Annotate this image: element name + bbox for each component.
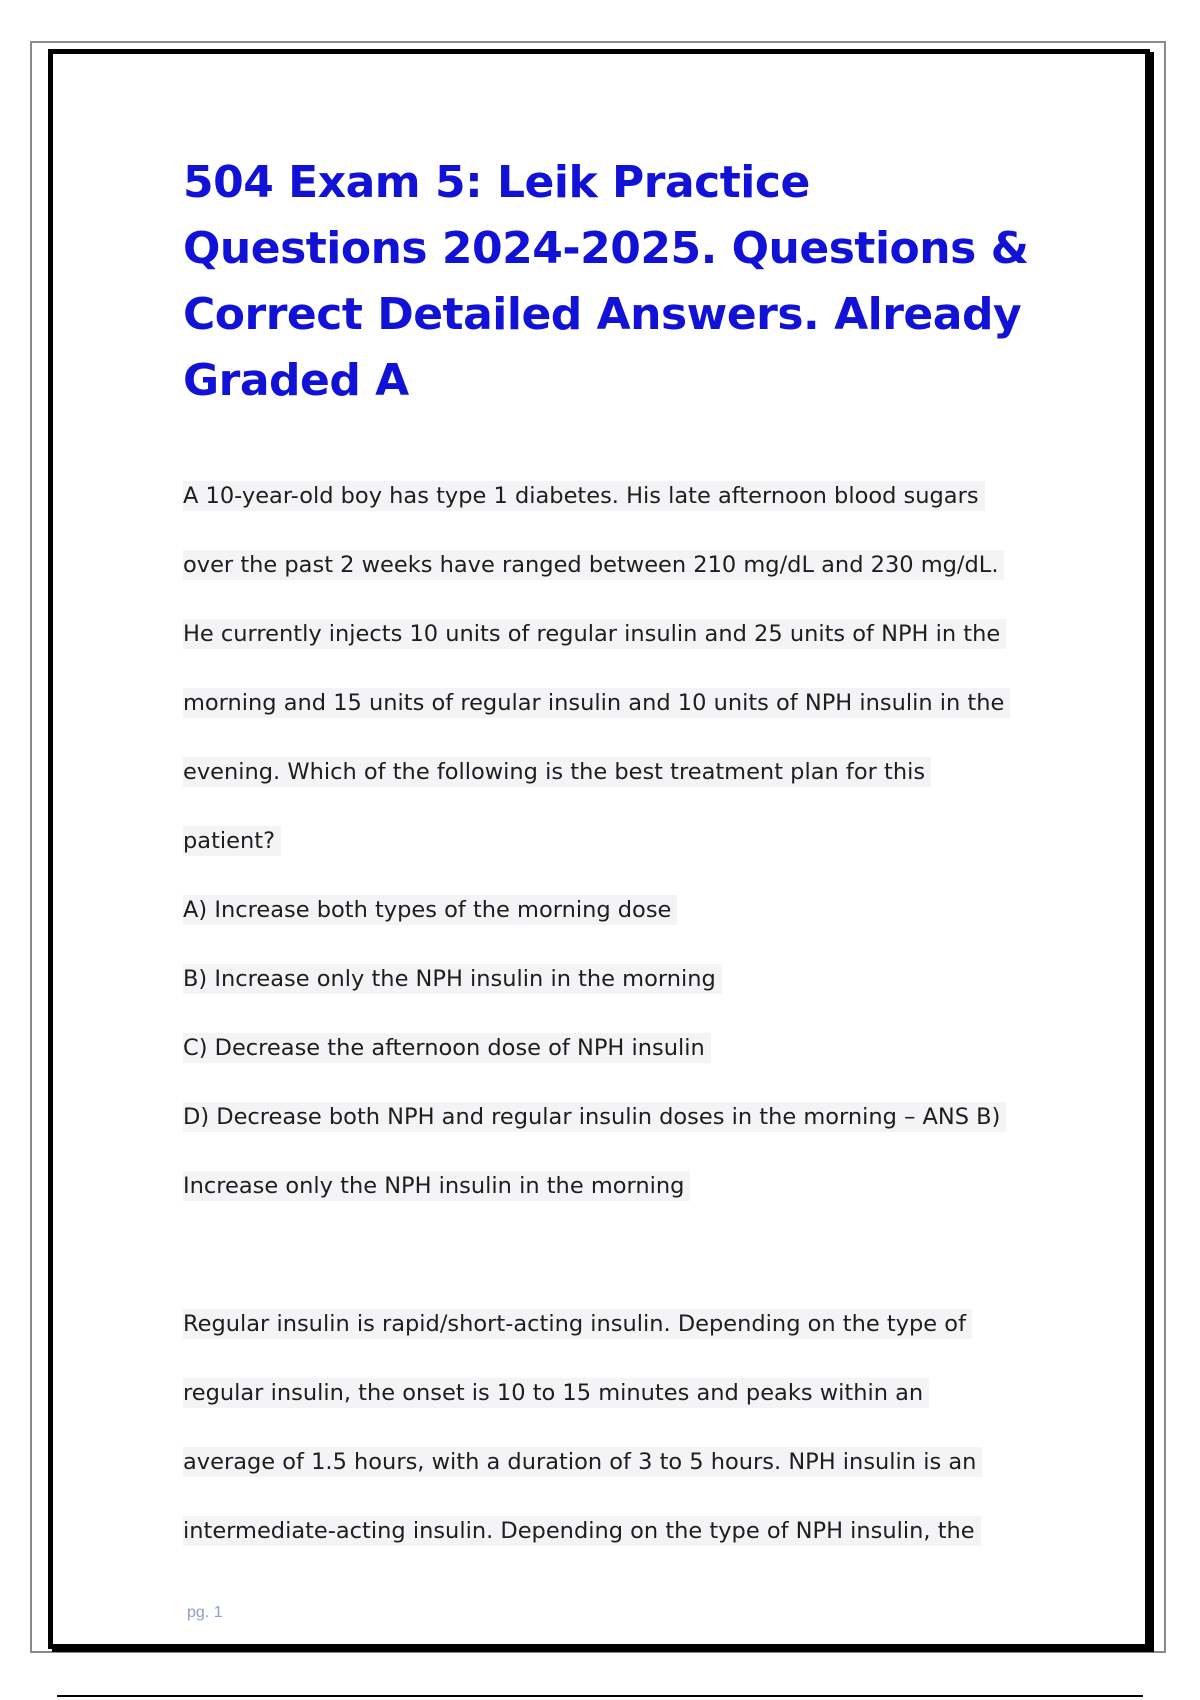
answer-option-a: A) Increase both types of the morning dose	[183, 888, 1043, 957]
answer-option-c: C) Decrease the afternoon dose of NPH insulin	[183, 1026, 1043, 1095]
explanation-line: Regular insulin is rapid/short-acting insulin. Depending on the type of	[183, 1302, 1043, 1371]
answer-option-b: B) Increase only the NPH insulin in the morning	[183, 957, 1043, 1026]
question-line: A 10-year-old boy has type 1 diabetes. His late afternoon blood sugars	[183, 474, 1043, 543]
document-title: 504 Exam 5: Leik Practice Questions 2024-2025. Questions & Correct Detailed Answers. Already Graded A	[183, 157, 1029, 406]
question-line: patient?	[183, 819, 1043, 888]
question-line: morning and 15 units of regular insulin and 10 units of NPH insulin in the	[183, 681, 1043, 750]
page-number: pg. 1	[187, 1604, 223, 1621]
question-line: He currently injects 10 units of regular insulin and 25 units of NPH in the	[183, 612, 1043, 681]
explanation-line: intermediate-acting insulin. Depending on the type of NPH insulin, the	[183, 1509, 1043, 1578]
question-line: evening. Which of the following is the best treatment plan for this	[183, 750, 1043, 819]
correct-answer: Increase only the NPH insulin in the morning	[183, 1164, 1043, 1233]
explanation-block	[183, 1302, 1043, 1578]
question-line: over the past 2 weeks have ranged between 210 mg/dL and 230 mg/dL.	[183, 543, 1043, 612]
explanation-line: average of 1.5 hours, with a duration of 3 to 5 hours. NPH insulin is an	[183, 1440, 1043, 1509]
question-block	[183, 474, 1043, 1233]
answer-option-d: D) Decrease both NPH and regular insulin doses in the morning – ANS B)	[183, 1095, 1043, 1164]
explanation-line: regular insulin, the onset is 10 to 15 minutes and peaks within an	[183, 1371, 1043, 1440]
bottom-divider	[57, 1695, 1143, 1697]
